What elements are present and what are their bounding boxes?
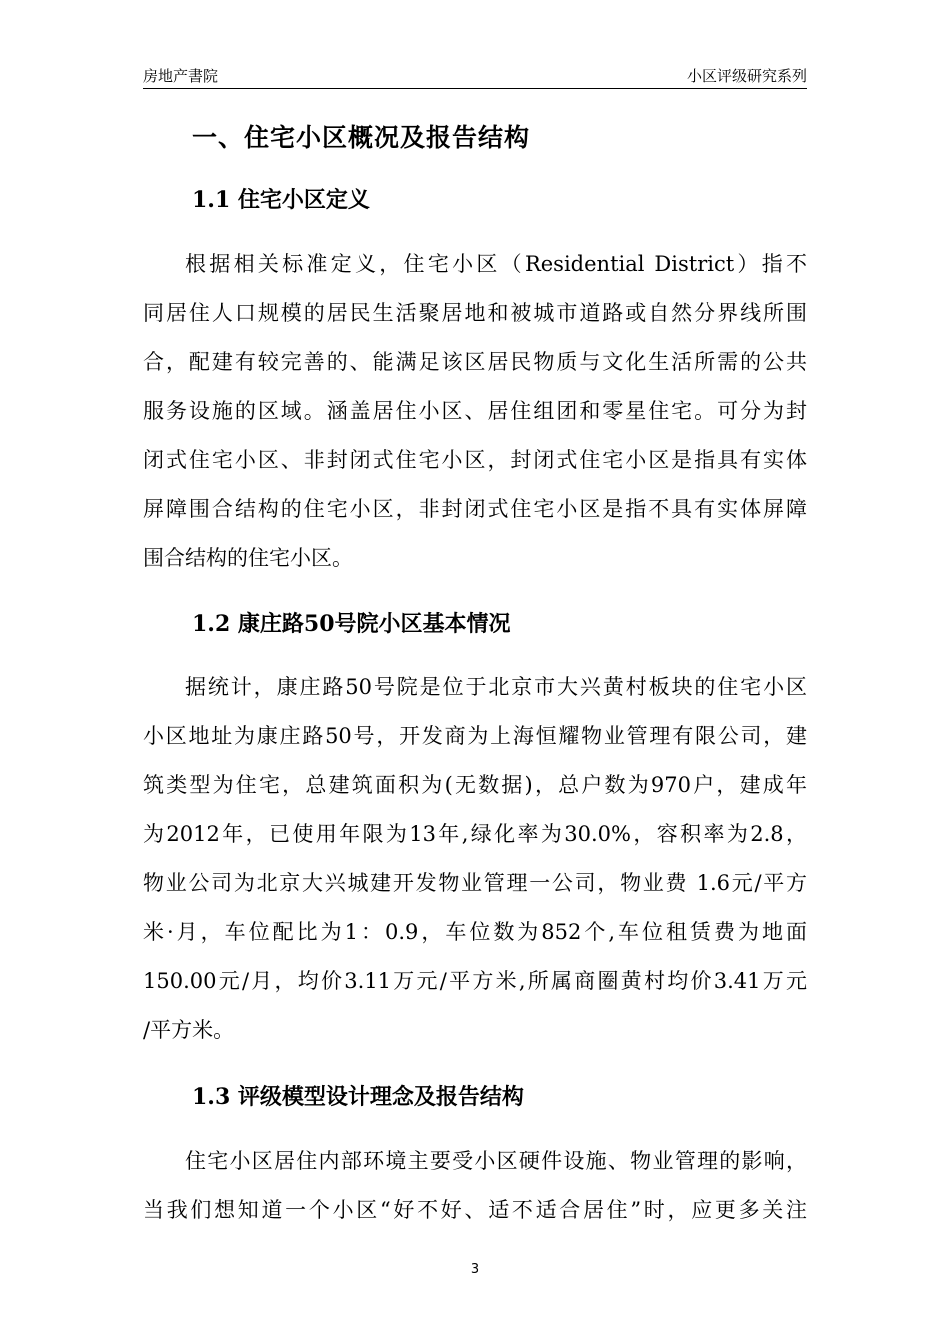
paragraph-rating-model (143, 1137, 807, 1235)
heading-1-2: 1.2 康庄路50号院小区基本情况 (192, 611, 511, 637)
paragraph-line: 闭式住宅小区、非封闭式住宅小区，封闭式住宅小区是指具有实体 (143, 448, 807, 472)
paragraph-line: 为2012年，已使用年限为13年,绿化率为30.0%，容积率为2.8， (143, 822, 807, 846)
paragraph-line: 据统计，康庄路50号院是位于北京市大兴黄村板块的住宅小区 (185, 675, 807, 699)
paragraph-line: 根据相关标准定义，住宅小区（Residential District）指不 (185, 252, 807, 276)
paragraph-line: 屏障围合结构的住宅小区，非封闭式住宅小区是指不具有实体屏障 (143, 497, 807, 521)
header-right-title: 小区评级研究系列 (686, 67, 807, 85)
paragraph-line: 米·月，车位配比为1：0.9，车位数为852个,车位租赁费为地面 (143, 920, 807, 944)
paragraph-definition (143, 240, 807, 583)
page-header (143, 66, 807, 89)
paragraph-line: 围合结构的住宅小区。 (143, 546, 353, 570)
heading-1-1: 1.1 住宅小区定义 (192, 187, 370, 213)
section-title: 一、住宅小区概况及报告结构 (192, 123, 531, 152)
paragraph-line: 同居住人口规模的居民生活聚居地和被城市道路或自然分界线所围 (143, 301, 807, 325)
header-left-title: 房地产書院 (143, 67, 219, 85)
heading-1-3: 1.3 评级模型设计理念及报告结构 (192, 1084, 524, 1110)
paragraph-line: 小区地址为康庄路50号，开发商为上海恒耀物业管理有限公司，建 (143, 724, 807, 748)
paragraph-line: 服务设施的区域。涵盖居住小区、居住组团和零星住宅。可分为封 (143, 399, 807, 423)
paragraph-line: 当我们想知道一个小区“好不好、适不适合居住”时，应更多关注 (143, 1198, 807, 1222)
paragraph-line: 住宅小区居住内部环境主要受小区硬件设施、物业管理的影响， (185, 1149, 807, 1173)
paragraph-line: 合，配建有较完善的、能满足该区居民物质与文化生活所需的公共 (143, 350, 807, 374)
paragraph-line: 物业公司为北京大兴城建开发物业管理一公司，物业费 1.6元/平方 (143, 871, 807, 895)
paragraph-line: 筑类型为住宅，总建筑面积为(无数据)，总户数为970户，建成年 (143, 773, 807, 797)
paragraph-line: /平方米。 (143, 1018, 235, 1042)
paragraph-basic-info (143, 663, 807, 1055)
paragraph-line: 150.00元/月，均价3.11万元/平方米,所属商圈黄村均价3.41万元 (143, 969, 807, 993)
page-number: 3 (470, 1262, 480, 1277)
